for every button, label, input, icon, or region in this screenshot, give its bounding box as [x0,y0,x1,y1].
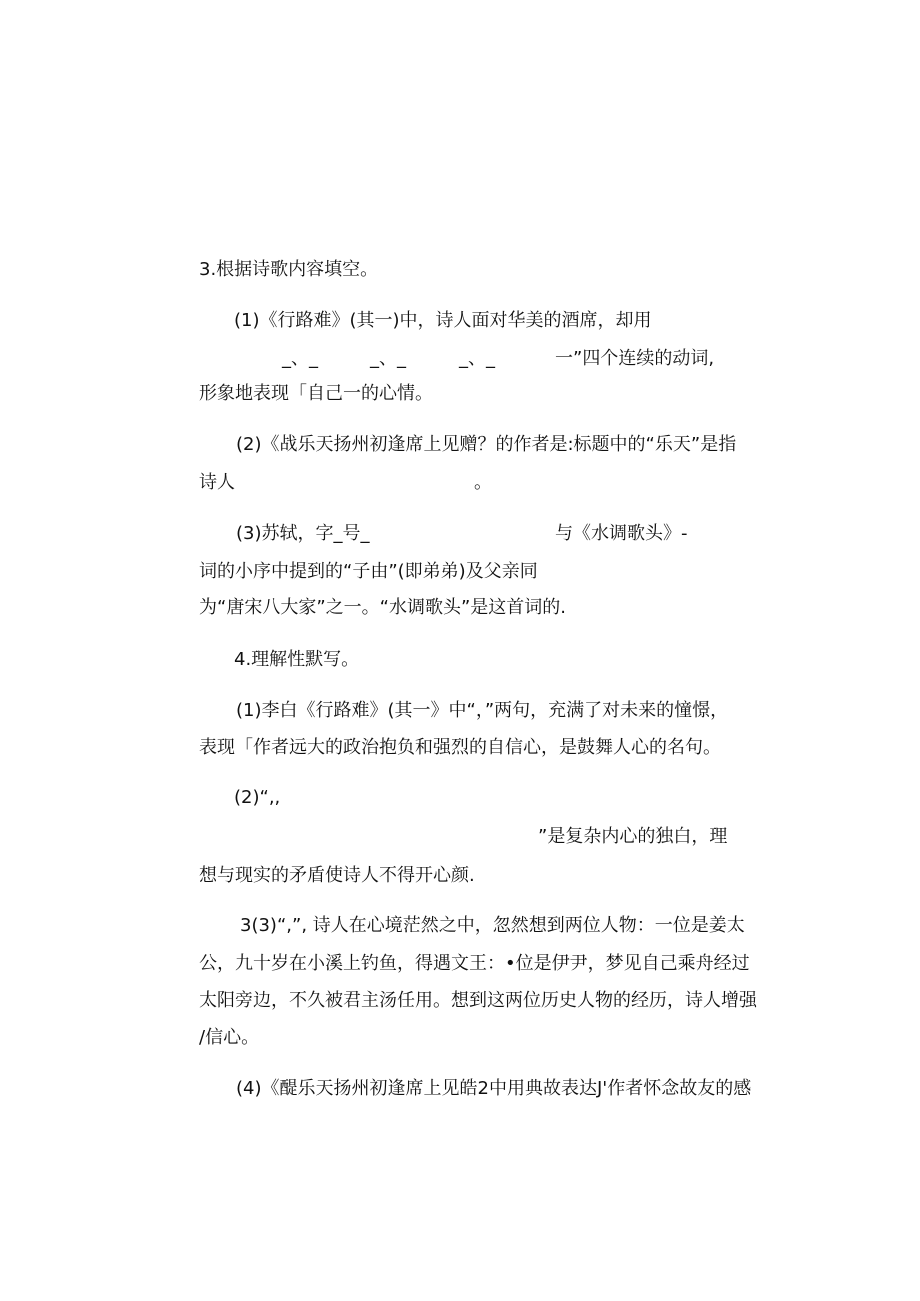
q3-3-line2: 词的小序中提到的“子由”(即弟弟)及父亲同 [199,561,538,582]
q3-1-blank1: _、_ [282,348,318,369]
q4-2-line3: 想与现实的矛盾使诗人不得开心颜. [199,865,475,886]
q4-2-line1: (2)“,, [234,787,281,808]
q4-3-line4: /信心。 [199,1027,260,1048]
section-3-heading: 3.根据诗歌内容填空。 [199,259,379,280]
q3-1-blank3: _、_ [459,348,495,369]
q3-1-line2-tail: 一”四个连续的动词, [555,348,715,369]
q4-4-line1: (4)《醍乐天扬州初逢席上见皓2中用典故表达J'作者怀念故友的感 [236,1078,752,1099]
q4-1-line1: (1)李白《行路难》(其一》中“，”两句，充满了对未来的憧憬， [236,700,729,721]
q4-3-line1: 3(3)“,”, 诗人在心境茫然之中，忽然想到两位人物：一位是姜太 [240,915,745,936]
q3-1-blank2: _、_ [370,348,406,369]
q3-2-line2-tail: 。 [474,472,492,493]
q3-3-line3: 为“唐宋八大家”之一。“水调歌头”是这首词的. [199,597,567,618]
q3-1-line1: (1)《行路难》(其一)中，诗人面对华美的酒席，却用 [234,310,652,331]
q3-1-line3: 形象地表现「自己一的心情。 [199,383,433,404]
q3-2-line1: (2)《战乐天扬州初逢席上见赠？的作者是:标题中的“乐天”是指 [236,434,737,455]
q3-3-line1-head: (3)苏轼，字_号_ [236,523,370,544]
section-4-heading: 4.理解性默写。 [234,649,360,670]
q4-3-line2: 公，九十岁在小溪上钓鱼，得遇文王：•位是伊尹，梦见自己乘舟经过 [199,953,750,974]
q3-3-line1-tail: 与《水调歌头》- [555,523,688,544]
q4-2-line2: ”是复杂内心的独白，理 [538,826,728,847]
q3-2-line2-head: 诗人 [199,472,235,493]
q4-3-line3: 太阳旁边，不久被君主汤任用。想到这两位历史人物的经历，诗人增强 [199,990,757,1011]
q4-1-line2: 表现「作者远大的政治抱负和强烈的自信心，是鼓舞人心的名句。 [199,737,721,758]
